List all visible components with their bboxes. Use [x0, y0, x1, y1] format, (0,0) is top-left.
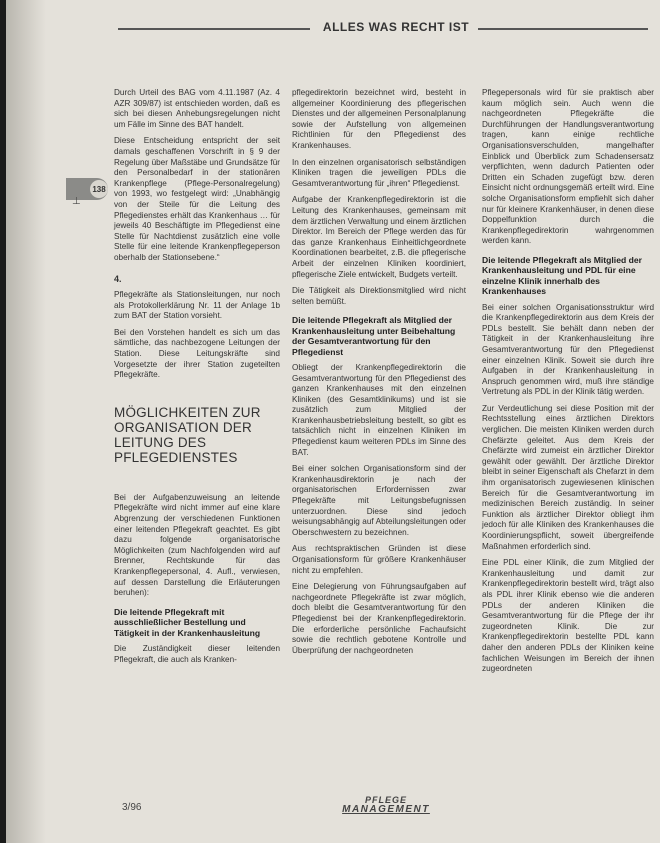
- column-1: [114, 88, 280, 671]
- logo-line-2: MANAGEMENT: [342, 804, 430, 815]
- subheading: Die leitende Pflegekraft als Mitglied der Krankenhausleitung und PDL für eine einzelne Klinik innerhalb des Krankenhauses: [482, 254, 642, 297]
- paragraph: Aus rechtspraktischen Gründen ist diese Organisationsform für größere Krankenhäuser nicht zu empfehlen.: [292, 544, 466, 575]
- paragraph: Durch Urteil des BAG vom 4.11.1987 (Az. 4 AZR 309/87) ist entschieden worden, daß es sich bei diesen Anhebungsregelungen nicht um Fälle im Sinne des BAT handelt.: [114, 88, 280, 129]
- paragraph: Zur Verdeutlichung sei diese Position mit der Rechtsstellung eines ärztlichen Direktors verglichen. Die meisten Kliniken werden durch Chefärzte geleitet. Aus dem Kreis der Chefärzte wird zumeist ein ärztlicher Direktor gewählt oder gewählt. Der ärztliche Direktor bleibt in seiner Eigenschaft als Chefarzt in dem ihm organisatorisch zugewiesenen klinischen Bereich für die Gesamtverantwortung im medizinischen Bereich zuständig. In seiner Funktion als ärztlicher Direktor obliegt ihm jedoch für alle Kliniken des Krankenhauses die Koordinierungspflicht, soweit übergreifende Maßnahmen erforderlich sind.: [482, 403, 654, 551]
- side-glyph: ⊥: [72, 196, 81, 207]
- paragraph: Eine Delegierung von Führungsaufgaben auf nachgeordnete Pflegekräfte ist zwar möglich, doch bleibt die Gesamtverantwortung für den Pflegedienst bei der Krankenpflegedirektorin. Die erforderliche persönliche Fachaufsicht sowie die rechtlich gebotene Kontrolle und Überprüfung der nachgeordneten: [292, 582, 466, 655]
- paragraph: Eine PDL einer Klinik, die zum Mitglied der Krankenhausleitung und damit zur Krankenpflegedirektorin bestellt wird, trägt also als PDL ihrer Klinik ebenso wie die anderen PDLs der anderen Kliniken die Gesamtverantwortung für die Pflege der ihr zugeordneten Klinik. Die zur Krankenpflegedirektorin bestellte PDL kann daher den anderen PDLs der Kliniken keine fachlichen Weisungen im Bereich der ihnen zugeordneten: [482, 558, 654, 674]
- paragraph: Bei den Vorstehen handelt es sich um das sämtliche, das nachbezogene Leitungen der Station. Diese Leitungskräfte sind Vorgesetzte der ihrer Station zugeteilten Pflegekräfte.: [114, 327, 280, 380]
- column-2: [292, 88, 466, 662]
- logo-line-1: PFLEGE: [364, 795, 407, 805]
- paragraph: Die Tätigkeit als Direktionsmitglied wird nicht selten bemüßt.: [292, 286, 466, 306]
- paragraph: Bei einer solchen Organisationsstruktur wird die Krankenpflegedirektorin aus dem Kreis der PDLs bestellt. Sie behält dann neben der Tätigkeit in der Krankenhausleitung ihre Gesamtverantwortung für den Pflegedienst einer einzelnen Klinik. Soweit sie durch ihre Aufgaben in der Krankenhausleitung in Anspruch genommen wird, muß ihre ständige Vertretung als PDL in der Klinik tätig werden.: [482, 302, 654, 397]
- paragraph: Bei einer solchen Organisationsform sind der Krankenhausdirektorin je nach der organisatorischen Erfordernissen zwar Pflegekräfte mit Leitungsbefugnissen unterzuordnen. Diese sind jedoch weisungsabhängig auf Abteilungsleitungen oder Oberschwestern zu bezeichnen.: [292, 464, 466, 537]
- column-3: [482, 88, 654, 681]
- subheading: Die leitende Pflegekraft mit ausschließlicher Bestellung und Tätigkeit in der Krankenhausleitung: [114, 606, 261, 638]
- paragraph: Pflegekräfte als Stationsleitungen, nur noch als Protokollerklärung Nr. 11 der Anlage 1b zum BAT der Station vorsieht.: [114, 290, 280, 321]
- page-badge: 138: [90, 180, 108, 198]
- section-number: 4.: [114, 273, 122, 284]
- paragraph: Die Zuständigkeit dieser leitenden Pflegekraft, die auch als Kranken-: [114, 644, 280, 664]
- paragraph: Aufgabe der Krankenpflegedirektorin ist die Leitung des Krankenhauses, gemeinsam mit dem ärztlichen Verwaltung und einem ärztlichen Direktor. Im Bereich der Pflege werden das für das ganze Krankenhaus Einheitlichgeordnete Koordinationen bearbeitet, z.B. die pflegerische Arbeit der einzelnen Kliniken koordiniert, pflegerische Ziele entwickelt, Budgets verteilt.: [292, 195, 466, 279]
- magazine-page: [6, 0, 660, 843]
- header-rule-right: [478, 28, 648, 30]
- paragraph: Diese Entscheidung entspricht der seit damals geschaffenen Vorschrift in § 9 der Regelung über Maßstäbe und Grundsätze für den Personalbedarf in der stationären Krankenpflege (Pflege-Personalregelung) von 1993, wo festgelegt wird: „Unabhängig von der Steile für die Leitung des Pflegedienstes erhält das Krankenhaus … für jeweils 40 Beschäftigte im Pflegedienst eine Stelle für Nachtdienst zusätzlich eine volle Stelle für eine leitende Krankenpflegeperson oberhalb der Stationsebene.“: [114, 136, 280, 262]
- header-rule-left: [118, 28, 310, 30]
- paragraph: Bei der Aufgabenzuweisung an leitende Pflegekräfte wird nicht immer auf eine klare Abgrenzung der verschiedenen Funktionen einer leitenden Pflegekraft geachtet. Es gibt dazu folgende organisatorische Möglichkeiten (zum Nachfolgenden wird auf Brenner, Rechtskunde für das Krankenpflegepersonal, 4. Aufl., verwiesen, auf dessen Darstellung die Erläuterungen beruhen):: [114, 492, 280, 598]
- paragraph: In den einzelnen organisatorisch selbständigen Kliniken tragen die jeweiligen PDLs die Gesamtverantwortung für „ihren“ Pflegedienst.: [292, 157, 466, 188]
- paragraph: pflegedirektorin bezeichnet wird, besteht in allgemeiner Koordinierung des pflegerischen Dienstes und der allgemeinen Personalplanung sowie der Aufstellung von allgemeinen Richtlinien für den Pflegedienst des Krankenhauses.: [292, 88, 466, 150]
- running-head: ALLES WAS RECHT IST: [322, 20, 470, 34]
- paragraph: Pflegepersonals wird für sie praktisch aber kaum möglich sein. Auch wenn die nachgeordneten Pflegekräfte die Durchführungen der Handlungsverantwortung tragen, kann einige rechtliche Organisationsverschulden, mangelhafter Einblick und Überblick zum Schadensersatz verpflichten, wenn dadurch Patienten oder Dritten ein Schaden zugefügt bzw. deren Einsicht nicht ordnungsgemäß erteilt wird. Eine solche Organisationsform empfiehlt sich daher nur für kleinere Krankenhäuser, in denen diese Doppelfunktion durch die Krankenpflegedirektorin wahrgenommen werden kann.: [482, 88, 654, 246]
- paragraph: Obliegt der Krankenpflegedirektorin die Gesamtverantwortung für den Pflegedienst des ganzen Krankenhauses mit den einzelnen Kliniken (des Gesamtklinikums) und ist sie zusätzlich zum Mitglied der Krankenhausbetriebsleitung bestellt, so gibt es tatsächlich nicht in einzelnen Kliniken im Pflegedienst kaum weiteren PDLs im Sinne des BAT.: [292, 362, 466, 457]
- page-number: 3/96: [122, 802, 142, 813]
- subheading: Die leitende Pflegekraft als Mitglied der Krankenhausleitung unter Beibehaltung der Gesamtverantwortung für den Pflegedienst: [292, 315, 456, 357]
- magazine-logo: [336, 796, 436, 814]
- section-heading: MÖGLICHKEITEN ZUR ORGANISATION DER LEITUNG DES PFLEGEDIENSTES: [114, 404, 261, 465]
